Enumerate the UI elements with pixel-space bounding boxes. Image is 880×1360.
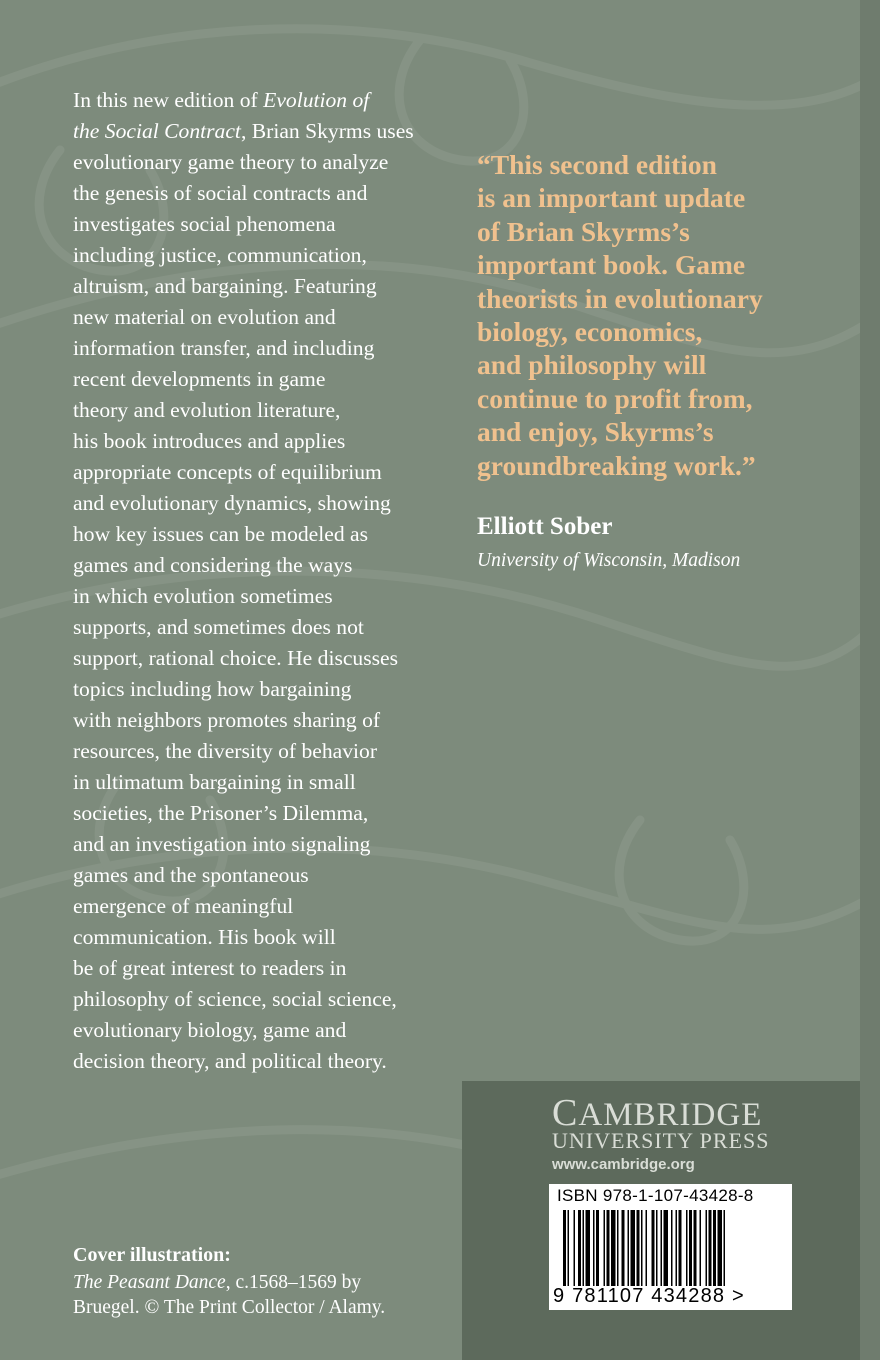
barcode-bar [641,1210,643,1286]
barcode-bar [622,1210,625,1286]
barcode-bar [637,1210,640,1286]
barcode-bar [604,1210,606,1286]
barcode-bar [646,1210,648,1286]
barcode-bar [706,1210,708,1286]
barcode-bar [617,1210,619,1286]
barcode-bar [671,1210,673,1286]
barcode-bars [563,1210,779,1286]
barcode-bar [563,1210,566,1286]
cover-credit-text [73,1270,423,1320]
barcode-bar [593,1210,595,1286]
blurb-intro: In this new edition of [73,88,264,112]
book-title: Evolution of the Social Contract [73,88,370,143]
barcode-bar [628,1210,630,1286]
barcode-bar [578,1210,581,1286]
barcode-bar [689,1210,692,1286]
barcode-bar [586,1210,591,1286]
cover-credit-heading: Cover illustration: [73,1244,231,1266]
quote-author: Elliott Sober [477,513,613,540]
barcode-bar [656,1210,658,1286]
publisher-name-rest: AMBRIDGE [578,1097,763,1133]
endorsement-quote: “This second edition is an important update of Brian Skyrms’s important book. Game theorists in evolutionary biology, economics, and philosophy will continue to profit from, and enjoy, Skyrms’s groundbreaking work.” [477,149,763,481]
barcode-bar [709,1210,712,1286]
barcode-bar [631,1210,636,1286]
barcode-number: 9 781107 434288 > [553,1285,745,1307]
barcode-bar [574,1210,576,1286]
artwork-title: The Peasant Dance [73,1272,226,1293]
blurb-text: , Brian Skyrms uses evolutionary game theory to analyze the genesis of social contracts and investigates social phenomena including justice, communication, altruism, and bargaining. Featuring new material on evolution and information transfer, and including recent developments in game theory and evolution literature, his book introduces and applies appropriate concepts of equilibrium and evolutionary dynamics, showing how key issues can be modeled as games and considering the ways in which evolution sometimes supports, and sometimes does not support, rational choice. He discusses topics including how bargaining with neighbors promotes sharing of resources, the diversity of behavior in ultimatum bargaining in small societies, the Prisoner’s Dilemma, and an investigation into signaling games and the spontaneous emergence of meaningful communication. His book will be of great interest to readers in philosophy of science, social science, evolutionary biology, game and decision theory, and political theory. [73,119,414,1073]
barcode-bar [664,1210,669,1286]
barcode-bar [700,1210,702,1286]
barcode-bar [724,1210,726,1286]
barcode-bar [679,1210,682,1286]
quote-affiliation: University of Wisconsin, Madison [477,550,741,571]
barcode-bar [661,1210,663,1286]
barcode-bar [611,1210,616,1286]
spine-edge [860,0,880,1360]
artwork-credit: , c.1568–1569 by Bruegel. © The Print Collector / Alamy. [73,1272,386,1318]
barcode-bar [583,1210,585,1286]
isbn-label: ISBN 978-1-107-43428-8 [557,1186,754,1205]
barcode-bar [694,1210,697,1286]
barcode-bar [713,1210,716,1286]
barcode-bar [686,1210,688,1286]
publisher-subtitle: UNIVERSITY PRESS [552,1128,770,1153]
barcode-bar [596,1210,599,1286]
publisher-url: www.cambridge.org [552,1156,695,1173]
publisher-initial: C [552,1092,579,1134]
barcode-bar [652,1210,655,1286]
barcode-bar [607,1210,610,1286]
barcode-bar [718,1210,723,1286]
book-description [73,85,453,1077]
barcode-bar [676,1210,678,1286]
barcode-bar [568,1210,570,1286]
isbn-barcode [549,1184,792,1310]
